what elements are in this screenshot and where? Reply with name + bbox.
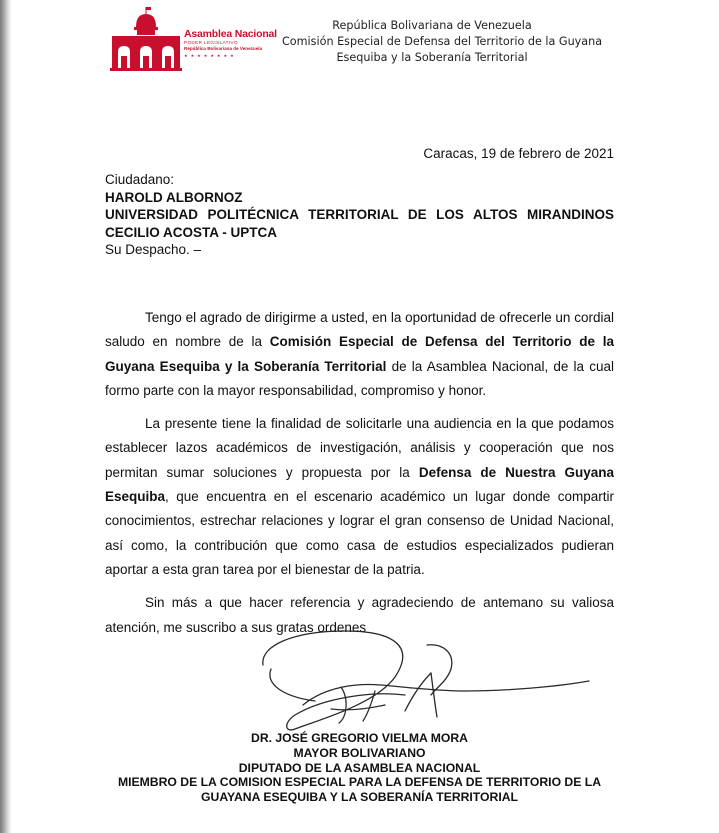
asamblea-nacional-logo	[108, 5, 277, 71]
capitol-building-icon	[108, 5, 184, 71]
logo-title: Asamblea Nacional	[184, 28, 277, 40]
logo-country: República Bolivariana de Venezuela	[184, 46, 263, 51]
paragraph-1	[105, 306, 614, 403]
letter-body	[105, 306, 614, 649]
scan-edge	[0, 0, 12, 833]
paragraph-1-text-a: Tengo el agrado de dirigirme a usted, en la oportunidad de ofrecerle un cordial saludo en nombre de la	[105, 310, 614, 350]
handwritten-signature	[255, 625, 595, 737]
letter-date: Caracas, 19 de febrero de 2021	[423, 146, 614, 161]
letterhead-line-2: Comisión Especial de Defensa del Territorio de la Guyana	[282, 35, 603, 48]
recipient-name: HAROLD ALBORNOZ	[105, 189, 243, 205]
signer-name: DR. JOSÉ GREGORIO VIELMA MORA	[251, 731, 468, 745]
signer-rank: MAYOR BOLIVARIANO	[293, 745, 426, 760]
paragraph-1-text-c: de la Asamblea Nacional, de la cual formo parte con la mayor responsabilidad, compromiso y honor.	[105, 358, 614, 398]
paragraph-1-bold: Comisión Especial de Defensa del Territorio de la Guyana Esequiba y la Soberanía Territorial	[105, 334, 614, 374]
logo-stars: ★★★★★★★★	[184, 53, 237, 58]
paragraph-2	[105, 412, 614, 582]
letterhead	[282, 18, 603, 66]
letterhead-line-3: Esequiba y la Soberanía Territorial	[336, 51, 528, 64]
paragraph-2-bold: Defensa de Nuestra Guyana Esequiba	[105, 464, 614, 505]
signer-membership-line-1: MIEMBRO DE LA COMISION ESPECIAL PARA LA DEFENSA DE TERRITORIO DE LA	[117, 775, 601, 790]
recipient-closing: Su Despacho. –	[105, 242, 202, 257]
recipient-institution-line-2: CECILIO ACOSTA - UPTCA	[105, 224, 277, 240]
paragraph-2-text-c: , que encuentra en el escenario académico un lugar donde compartir conocimientos, estrechar relaciones y lograr el gran consenso de Unidad Nacional, así como, la contribución que como casa de estudios especializados pudieran aportar a esta gran tarea por el bienestar de la patria.	[105, 489, 614, 577]
paragraph-3: Sin más a que hacer referencia y agradeciendo de antemano su valiosa atención, me suscribo a sus gratas ordenes	[105, 595, 614, 635]
recipient-block	[105, 171, 614, 259]
salutation: Ciudadano:	[105, 172, 175, 187]
letterhead-line-1: República Bolivariana de Venezuela	[332, 19, 532, 32]
signer-role: DIPUTADO DE LA ASAMBLEA NACIONAL	[238, 760, 481, 775]
signature-block	[100, 731, 619, 805]
paragraph-2-text-a: La presente tiene la finalidad de solicitarle una audiencia en la que podamos establecer lazos académicos de investigación, análisis y cooperación que nos permitan sumar soluciones y propuesta por la	[105, 416, 614, 480]
recipient-institution-line-1: UNIVERSIDAD POLITÉCNICA TERRITORIAL DE LOS ALTOS MIRANDINOS	[105, 207, 614, 222]
logo-subtitle: PODER LEGISLATIVO	[184, 40, 238, 45]
signer-membership-line-2: GUAYANA ESEQUIBA Y LA SOBERANÍA TERRITORIAL	[201, 790, 518, 805]
